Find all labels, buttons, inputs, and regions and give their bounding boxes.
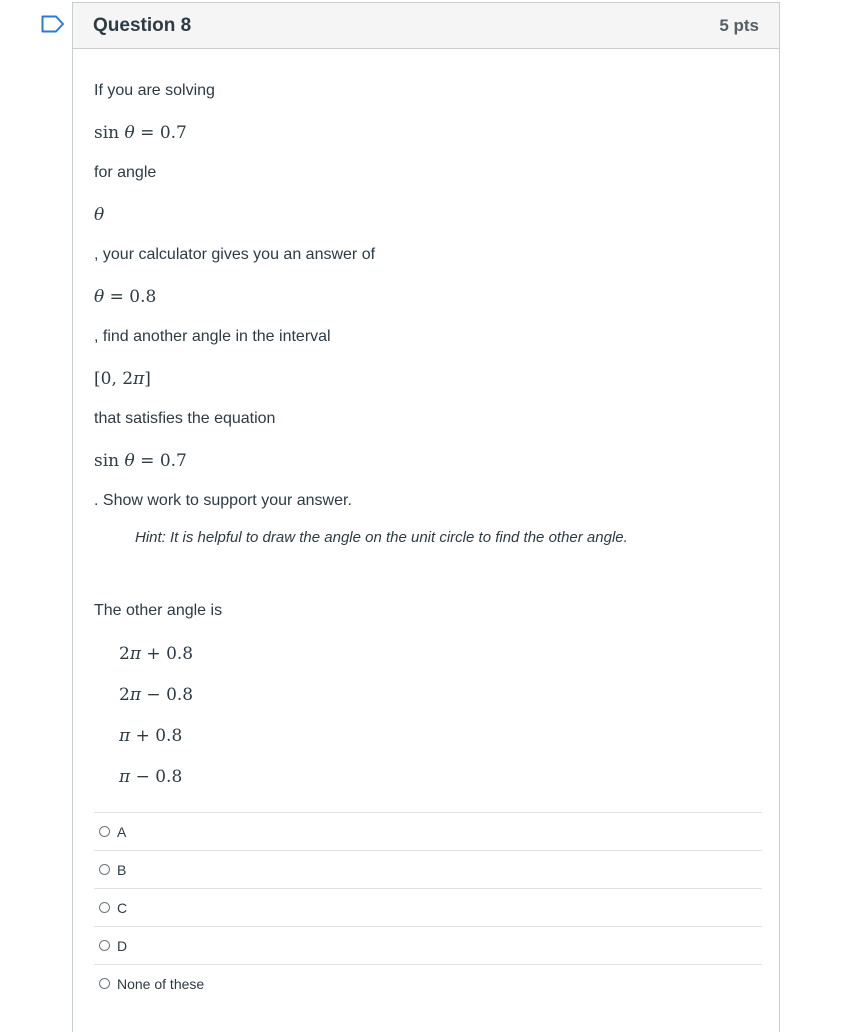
- choice-math-d: π − 0.8: [119, 767, 183, 787]
- choice-math-b: 2π − 0.8: [119, 685, 194, 705]
- answer-option-d[interactable]: [94, 926, 762, 964]
- radio-button[interactable]: [99, 978, 110, 989]
- answer-option-b[interactable]: [94, 850, 762, 888]
- equation-sin-theta: sin θ = 0.7: [94, 123, 187, 143]
- answer-label: C: [117, 899, 128, 916]
- radio-button[interactable]: [99, 902, 110, 913]
- hint-text: Hint: It is helpful to draw the angle on the unit circle to find the other angle.: [135, 529, 628, 546]
- interval: [0, 2π]: [94, 369, 151, 389]
- equation-theta-value: θ = 0.8: [94, 287, 157, 307]
- answer-label: A: [117, 823, 127, 840]
- answer-list: [94, 812, 762, 1002]
- question-header: [73, 3, 779, 49]
- answer-option-a[interactable]: [94, 812, 762, 850]
- radio-button[interactable]: [99, 826, 110, 837]
- question-card: [72, 2, 780, 1032]
- answer-option-none[interactable]: [94, 964, 762, 1002]
- prompt-line-4: , find another angle in the interval: [94, 328, 331, 345]
- prompt-line-2: for angle: [94, 164, 157, 181]
- radio-button[interactable]: [99, 864, 110, 875]
- prompt-line-3: , your calculator gives you an answer of: [94, 246, 376, 263]
- question-points: 5 pts: [719, 15, 759, 35]
- equation-sin-theta-repeat: sin θ = 0.7: [94, 451, 187, 471]
- answer-label: None of these: [117, 975, 205, 992]
- prompt-line-5: that satisfies the equation: [94, 410, 276, 427]
- answer-label: B: [117, 861, 127, 878]
- question-title: Question 8: [93, 14, 192, 36]
- choice-math-a: 2π + 0.8: [119, 644, 194, 664]
- answer-label: D: [117, 937, 128, 954]
- prompt-line-1: If you are solving: [94, 82, 215, 99]
- answer-option-c[interactable]: [94, 888, 762, 926]
- radio-button[interactable]: [99, 940, 110, 951]
- answer-lead: The other angle is: [94, 602, 223, 619]
- bookmark-flag-icon[interactable]: [41, 15, 65, 33]
- prompt-line-6: . Show work to support your answer.: [94, 492, 352, 509]
- choice-math-c: π + 0.8: [119, 726, 183, 746]
- variable-theta: θ: [94, 205, 105, 225]
